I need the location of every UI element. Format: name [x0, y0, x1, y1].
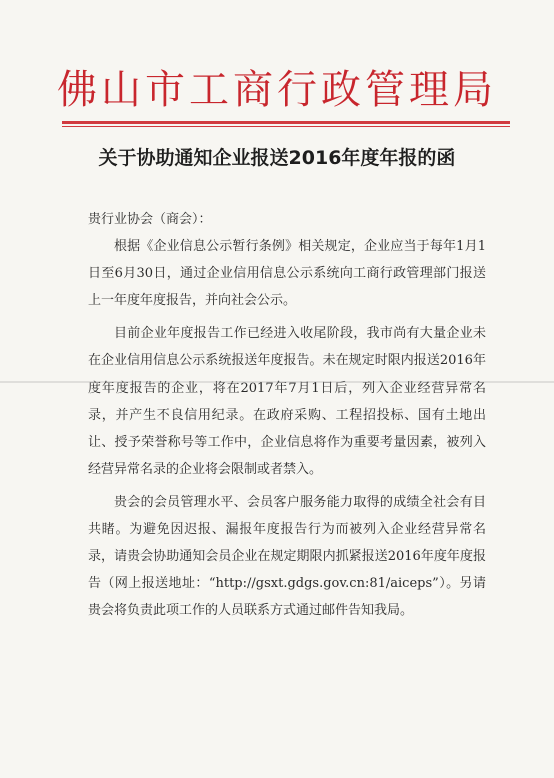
document-body [88, 206, 486, 624]
letterhead-red-rule-thin [62, 126, 510, 127]
paragraph-2: 目前企业年度报告工作已经进入收尾阶段，我市尚有大量企业未在企业信用信息公示系统报送年度报告。未在规定时限内报送2016年度年度报告的企业，将在2017年7月1日后，列入企业经营异常名录，并产生不良信用纪录。在政府采购、工程招投标、国有土地出让、授予荣誉称号等工作中，企业信息将作为重要考量因素，被列入经营异常名录的企业将会限制或者禁入。 [88, 326, 486, 477]
salutation: 贵行业协会（商会）： [88, 212, 212, 227]
letterhead-red-rule-thick [62, 121, 510, 124]
scan-fold-line [0, 381, 554, 383]
letterhead-org-name: 佛山市工商行政管理局 [57, 67, 497, 113]
paragraph-1: 根据《企业信息公示暂行条例》相关规定，企业应当于每年1月1日至6月30日，通过企业信用信息公示系统向工商行政管理部门报送上一年度年度报告，并向社会公示。 [88, 239, 486, 309]
paragraph-3: 贵会的会员管理水平、会员客户服务能力取得的成绩全社会有目共睹。为避免因迟报、漏报年度报告行为而被列入企业经营异常名录，请贵会协助通知会员企业在规定期限内抓紧报送2016年度年度报告（网上报送地址：“http://gsxt.gdgs.gov.cn:81/aiceps”）。另请贵会将负责此项工作的人员联系方式通过邮件告知我局。 [88, 494, 486, 619]
document-title: 关于协助通知企业报送2016年度年报的函 [98, 147, 456, 169]
